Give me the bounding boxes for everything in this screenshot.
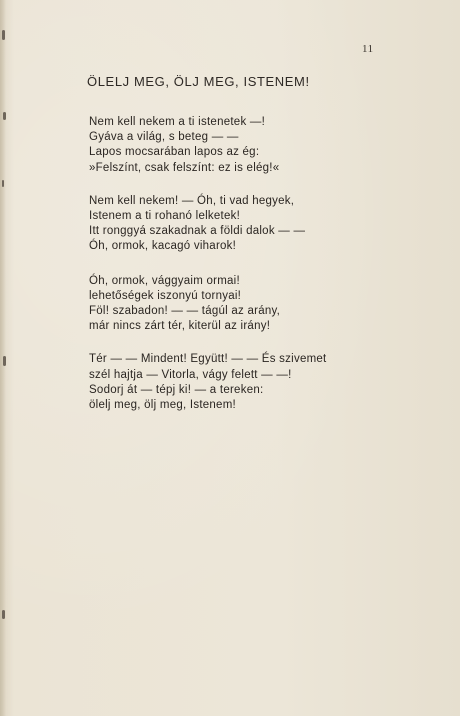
poem-title: ÖLELJ MEG, ÖLJ MEG, ISTENEM! [87,74,310,89]
stanza [89,274,419,335]
stanza [89,352,419,413]
poem-line: Föl! szabadon! — — tágúl az arány, [89,305,281,318]
poem-line: Sodorj át — tépj ki! — a tereken: [89,383,264,396]
stanza [89,115,419,176]
binding-mark [3,356,6,366]
binding-mark [2,610,5,619]
binding-mark [2,30,5,40]
poem-line: már nincs zárt tér, kiterül az irány! [89,320,271,333]
poem-line: Nem kell nekem! — Óh, ti vad hegyek, [89,194,295,207]
poem-line: szél hajtja — Vitorla, vágy felett — —! [89,368,292,381]
poem-line: Nem kell nekem a ti istenetek —! [89,116,266,128]
poem-line: Óh, ormok, vággyaim ormai! [89,274,240,287]
stanza [89,194,419,255]
poem-line: lehetőségek iszonyú tornyai! [89,289,242,302]
poem-line: Lapos mocsarában lapos az ég: [89,146,260,159]
page-number: 11 [362,43,374,55]
binding-mark [2,180,4,187]
poem-line: Itt ronggyá szakadnak a földi dalok — — [89,225,306,238]
binding-mark [3,112,6,120]
poem-line: Tér — — Mindent! Együtt! — — És szivemet [89,353,327,366]
poem-line: »Felszínt, csak felszínt: ez is elég!« [89,161,280,174]
poem-line: Óh, ormok, kacagó viharok! [89,240,237,253]
poem-line: Gyáva a világ, s beteg — — [89,131,239,144]
poem-body [89,115,419,431]
poem-line: ölelj meg, ölj meg, Istenem! [89,399,236,412]
poem-line: Istenem a ti rohanó lelketek! [89,210,241,223]
